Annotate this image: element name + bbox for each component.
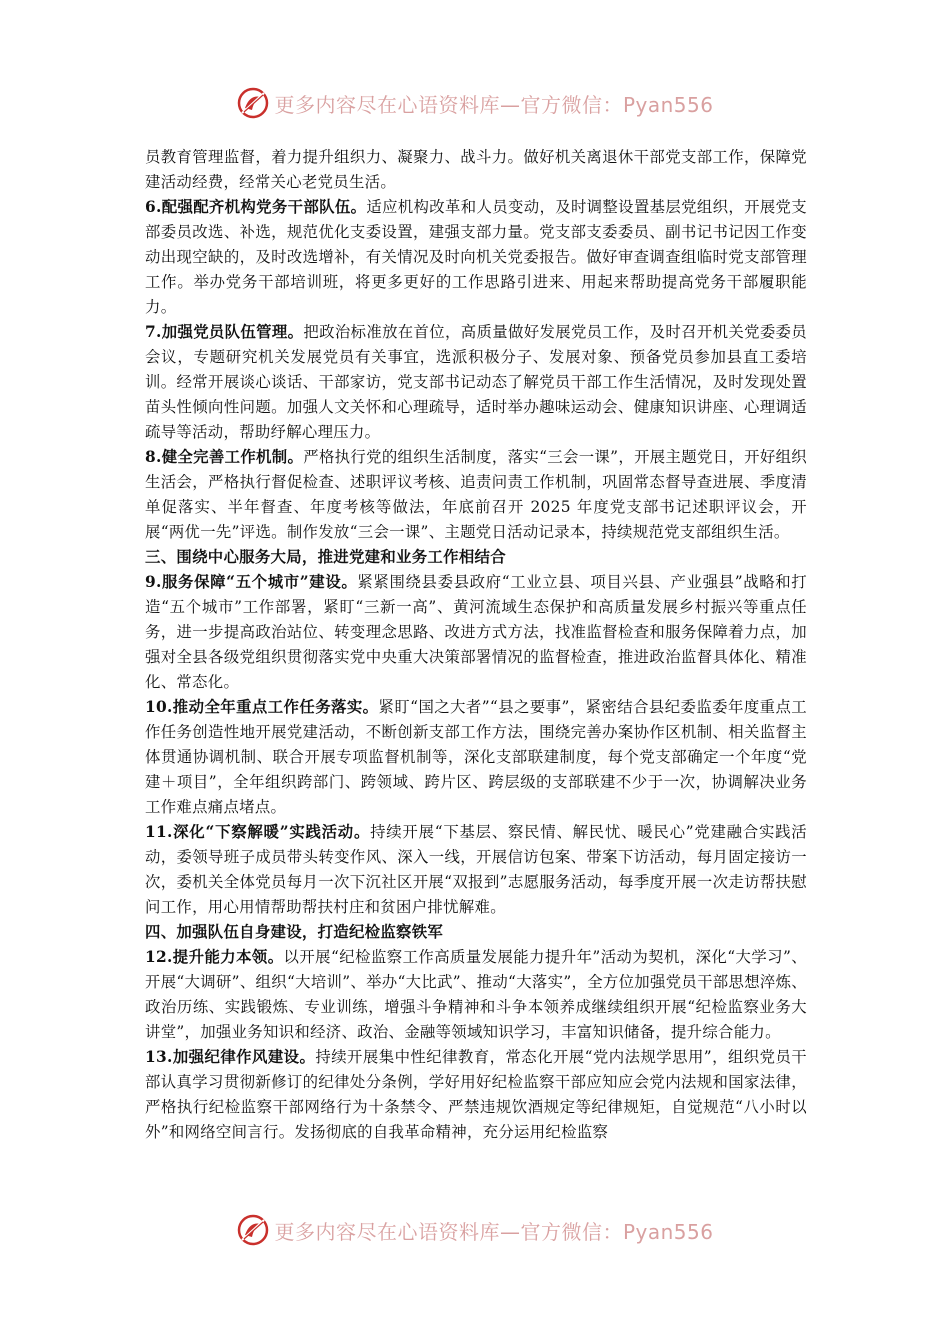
paragraph xyxy=(145,1045,807,1145)
section-heading: 三、围绕中心服务大局，推进党建和业务工作相结合 xyxy=(145,548,506,566)
section-heading: 四、加强队伍自身建设，打造纪检监察铁军 xyxy=(145,923,444,941)
paragraph xyxy=(145,820,807,920)
footer-watermark xyxy=(0,1210,950,1250)
paragraph-body: 持续开展“下基层、察民情、解民忧、暖民心”党建融合实践活动，委领导班子成员带头转变作风、深入一线，开展信访包案、带案下访活动，每月固定接访一次，委机关全体党员每月一次下沉社区开展“双报到”志愿服务活动，每季度开展一次走访帮扶慰问工作，用心用情帮助帮扶村庄和贫困户排忧解难。 xyxy=(145,823,807,916)
paragraph-title: 9.服务保障“五个城市”建设。 xyxy=(145,573,358,591)
paragraph-title: 13.加强纪律作风建设。 xyxy=(145,1048,316,1066)
paragraph-title: 12.提升能力本领。 xyxy=(145,948,284,966)
paragraph-body: 员教育管理监督，着力提升组织力、凝聚力、战斗力。做好机关离退休干部党支部工作，保障党建活动经费，经常关心老党员生活。 xyxy=(145,148,807,191)
paragraph-body: 紧紧围绕县委县政府“工业立县、项目兴县、产业强县”战略和打造“五个城市”工作部署，紧盯“三新一高”、黄河流域生态保护和高质量发展乡村振兴等重点任务，进一步提高政治站位、转变理念思路、改进方式方法，找准监督检查和服务保障着力点，加强对全县各级党组织贯彻落实党中央重大决策部署情况的监督检查，推进政治监督具体化、精准化、常态化。 xyxy=(145,573,807,691)
paragraph xyxy=(145,445,807,545)
paragraph-title: 10.推动全年重点工作任务落实。 xyxy=(145,698,379,716)
paragraph xyxy=(145,695,807,820)
paragraph-body: 以开展“纪检监察工作高质量发展能力提升年”活动为契机，深化“大学习”、开展“大调研”、组织“大培训”、举办“大比武”、推动“大落实”，全方位加强党员干部思想淬炼、政治历练、实践锻炼、专业训练，增强斗争精神和斗争本领养成继续组织开展“纪检监察业务大讲堂”，加强业务知识和经济、政治、金融等领域知识学习，丰富知识储备，提升综合能力。 xyxy=(145,948,807,1041)
watermark-text: 更多内容尽在心语资料库—官方微信：Pyan556 xyxy=(274,1219,714,1244)
paragraph-body: 紧盯“国之大者”“县之要事”，紧密结合县纪委监委年度重点工作任务创造性地开展党建活动，不断创新支部工作方法，围绕完善办案协作区机制、相关监督主体贯通协调机制、联合开展专项监督机制等，深化支部联建制度，每个党支部确定一个年度“党建＋项目”，全年组织跨部门、跨领域、跨片区、跨层级的支部联建不少于一次，协调解决业务工作难点痛点堵点。 xyxy=(145,698,807,816)
paragraph-body: 适应机构改革和人员变动，及时调整设置基层党组织，开展党支部委员改选、补选，规范优化支委设置，建强支部力量。党支部支委委员、副书记书记因工作变动出现空缺的，及时改选增补，有关情况及时向机关党委报告。做好审查调查组临时党支部管理工作。举办党务干部培训班，将更多更好的工作思路引进来、用起来帮助提高党务干部履职能力。 xyxy=(145,198,807,316)
paragraph xyxy=(145,570,807,695)
paragraph-body: 持续开展集中性纪律教育，常态化开展“党内法规学思用”，组织党员干部认真学习贯彻新修订的纪律处分条例，学好用好纪检监察干部应知应会党内法规和国家法律，严格执行纪检监察干部网络行为十条禁令、严禁违规饮酒规定等纪律规矩，自觉规范“八小时以外”和网络空间言行。发扬彻底的自我革命精神，充分运用纪检监察 xyxy=(145,1048,807,1141)
paragraph-body: 严格执行党的组织生活制度，落实“三会一课”，开展主题党日，开好组织生活会，严格执行督促检查、述职评议考核、追责问责工作机制，巩固常态督导查进展、季度清单促落实、半年督查、年度考核等做法，年底前召开 2025 年度党支部书记述职评议会，开展“两优一先”评选。制作发放“三会一课”、主题党日活动记录本，持续规范党支部组织生活。 xyxy=(145,448,808,541)
paragraph xyxy=(145,945,807,1045)
paragraph-body: 把政治标准放在首位，高质量做好发展党员工作，及时召开机关党委委员会议，专题研究机关发展党员有关事宜，选派积极分子、发展对象、预备党员参加县直工委培训。经常开展谈心谈话、干部家访，党支部书记动态了解党员干部工作生活情况，及时发现处置苗头性倾向性问题。加强人文关怀和心理疏导，适时举办趣味运动会、健康知识讲座、心理调适疏导等活动，帮助纾解心理压力。 xyxy=(145,323,807,441)
paragraph xyxy=(145,145,807,195)
paragraph xyxy=(145,195,807,320)
header-watermark xyxy=(0,83,950,123)
document-body xyxy=(145,145,807,1145)
swirl-logo-icon xyxy=(236,1213,270,1247)
paragraph-title: 8.健全完善工作机制。 xyxy=(145,448,304,466)
paragraph-title: 11.深化“下察解暖”实践活动。 xyxy=(145,823,371,841)
watermark-text: 更多内容尽在心语资料库—官方微信：Pyan556 xyxy=(274,92,714,117)
paragraph xyxy=(145,320,807,445)
swirl-logo-icon xyxy=(236,86,270,120)
paragraph-title: 7.加强党员队伍管理。 xyxy=(145,323,304,341)
paragraph-title: 6.配强配齐机构党务干部队伍。 xyxy=(145,198,367,216)
